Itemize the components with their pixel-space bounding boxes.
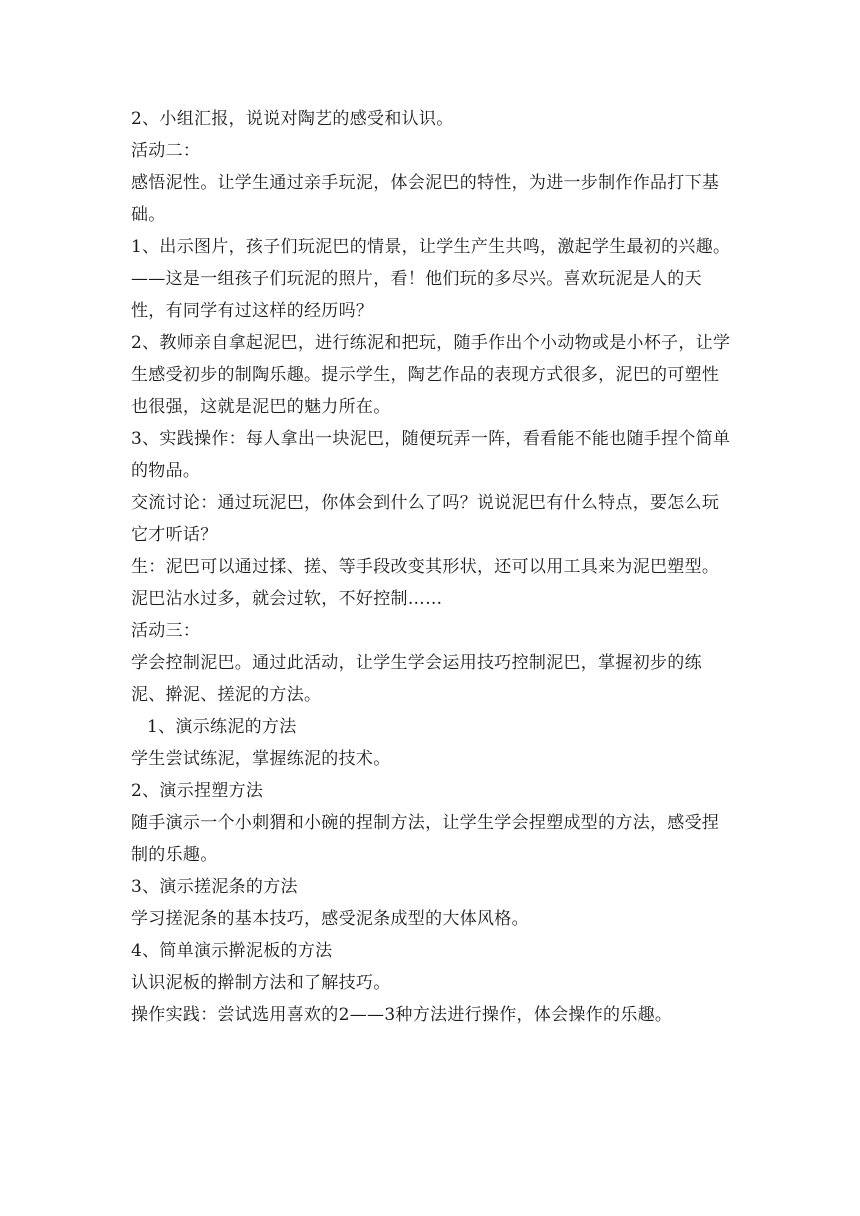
- paragraph-teacher-demo: 2、教师亲自拿起泥巴，进行练泥和把玩，随手作出个小动物或是小杯子，让学生感受初步的制陶乐趣。提示学生，陶艺作品的表现方式很多，泥巴的可塑性也很强，这就是泥巴的魅力所在。: [131, 333, 731, 417]
- paragraph-operation-practice: 操作实践：尝试选用喜欢的2——3种方法进行操作，体会操作的乐趣。: [131, 1005, 673, 1025]
- paragraph-practice: 3、实践操作：每人拿出一块泥巴，随便玩弄一阵，看看能不能也随手捏个简单的物品。: [131, 429, 731, 481]
- step-demo-coiling: 3、演示搓泥条的方法: [131, 877, 298, 897]
- paragraph-slab-detail: 认识泥板的擀制方法和了解技巧。: [131, 973, 391, 993]
- paragraph-pinching-detail: 随手演示一个小刺猬和小碗的捏制方法，让学生学会捏塑成型的方法，感受捏制的乐趣。: [131, 813, 720, 865]
- paragraph-control-clay: 学会控制泥巴。通过此活动，让学生学会运用技巧控制泥巴，掌握初步的练泥、擀泥、搓泥的方法。: [131, 653, 702, 705]
- step-demo-pinching: 2、演示捏塑方法: [131, 781, 264, 801]
- paragraph-discussion: 交流讨论：通过玩泥巴，你体会到什么了吗？说说泥巴有什么特点，要怎么玩它才听话？: [131, 493, 720, 545]
- paragraph-student-answer: 生：泥巴可以通过揉、搓、等手段改变其形状，还可以用工具来为泥巴塑型。泥巴沾水过多，就会过软，不好控制……: [131, 557, 720, 609]
- heading-activity-three: 活动三：: [131, 621, 201, 641]
- paragraph-feel-clay: 感悟泥性。让学生通过亲手玩泥，体会泥巴的特性，为进一步制作作品打下基础。: [131, 173, 720, 225]
- paragraph-coiling-detail: 学习搓泥条的基本技巧，感受泥条成型的大体风格。: [131, 909, 529, 929]
- step-demo-slab: 4、简单演示擀泥板的方法: [131, 941, 333, 961]
- paragraph-show-pictures: 1、出示图片，孩子们玩泥巴的情景，让学生产生共鸣，激起学生最初的兴趣。——这是一组孩子们玩泥的照片，看！他们玩的多尽兴。喜欢玩泥是人的天性，有同学有过这样的经历吗？: [131, 237, 731, 321]
- paragraph-try-kneading: 学生尝试练泥，掌握练泥的技术。: [131, 749, 391, 769]
- heading-activity-two: 活动二：: [131, 141, 201, 161]
- paragraph-group-report: 2、小组汇报，说说对陶艺的感受和认识。: [131, 109, 454, 129]
- step-demo-kneading: 1、演示练泥的方法: [147, 717, 297, 737]
